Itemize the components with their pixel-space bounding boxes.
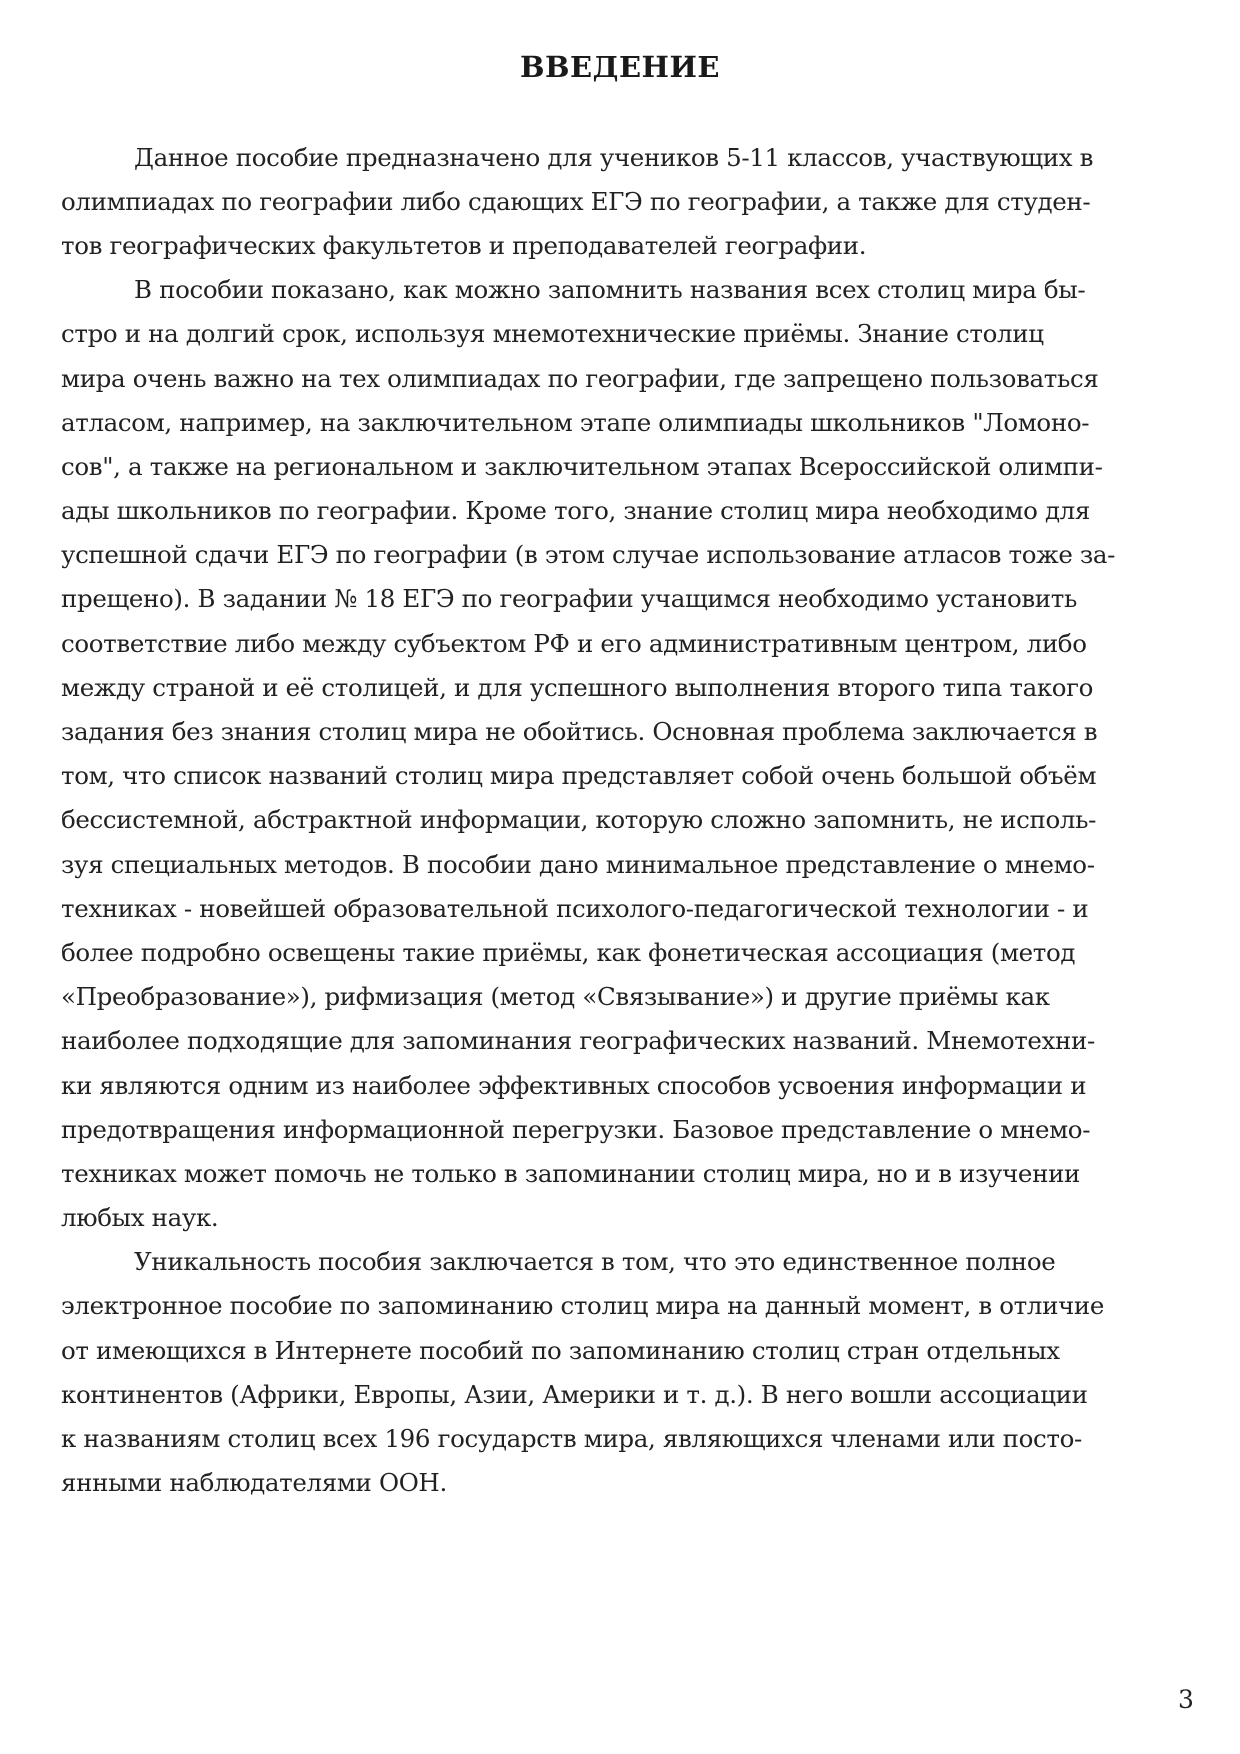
- text-line: от имеющихся в Интернете пособий по запоминанию столиц стран отдельных: [61, 1336, 1060, 1365]
- text-line: атласом, например, на заключительном этапе олимпиады школьников "Ломоно-: [61, 408, 1090, 437]
- text-line: сов", а также на региональном и заключительном этапах Всероссийской олимпи-: [61, 452, 1103, 481]
- text-line: зуя специальных методов. В пособии дано минимальное представление о мнемо-: [61, 850, 1095, 879]
- text-line: наиболее подходящие для запоминания географических названий. Мнемотехни-: [61, 1026, 1095, 1055]
- page-number: 3: [1178, 1685, 1194, 1714]
- text-line: Данное пособие предназначено для учеников 5-11 классов, участвующих в: [134, 143, 1094, 172]
- text-line: тов географических факультетов и преподавателей географии.: [61, 231, 867, 260]
- text-line: ады школьников по географии. Кроме того, знание столиц мира необходимо для: [61, 496, 1091, 525]
- text-line: В пособии показано, как можно запомнить названия всех столиц мира бы-: [134, 275, 1086, 304]
- text-line: техниках - новейшей образовательной психолого-педагогической технологии - и: [61, 894, 1089, 923]
- text-line: мира очень важно на тех олимпиадах по географии, где запрещено пользоваться: [61, 364, 1099, 393]
- text-line: стро и на долгий срок, используя мнемотехнические приёмы. Знание столиц: [61, 319, 1044, 348]
- text-line: предотвращения информационной перегрузки. Базовое представление о мнемо-: [61, 1115, 1091, 1144]
- text-line: янными наблюдателями ООН.: [61, 1468, 447, 1497]
- text-line: Уникальность пособия заключается в том, что это единственное полное: [134, 1247, 1056, 1276]
- text-line: континентов (Африки, Европы, Азии, Америки и т. д.). В него вошли ассоциации: [61, 1380, 1088, 1409]
- text-line: задания без знания столиц мира не обойтись. Основная проблема заключается в: [61, 717, 1098, 746]
- text-line: техниках может помочь не только в запоминании столиц мира, но и в изучении: [61, 1159, 1081, 1188]
- text-line: том, что список названий столиц мира представляет собой очень большой объём: [61, 761, 1097, 790]
- text-line: «Преобразование»), рифмизация (метод «Связывание») и другие приёмы как: [61, 982, 1050, 1011]
- text-line: к названиям столиц всех 196 государств мира, являющихся членами или посто-: [61, 1424, 1082, 1453]
- text-line: более подробно освещены такие приёмы, как фонетическая ассоциация (метод: [61, 938, 1076, 967]
- text-line: прещено). В задании № 18 ЕГЭ по географии учащимся необходимо установить: [61, 584, 1077, 613]
- text-line: олимпиадах по географии либо сдающих ЕГЭ по географии, а также для студен-: [61, 187, 1091, 216]
- text-line: между страной и её столицей, и для успешного выполнения второго типа такого: [61, 673, 1094, 702]
- text-line: бессистемной, абстрактной информации, которую сложно запомнить, не исполь-: [61, 805, 1097, 834]
- text-line: успешной сдачи ЕГЭ по географии (в этом случае использование атласов тоже за-: [61, 540, 1116, 569]
- page-title: ВВЕДЕНИЕ: [520, 50, 720, 84]
- text-line: электронное пособие по запоминанию столиц мира на данный момент, в отличие: [61, 1291, 1105, 1320]
- text-line: ки являются одним из наиболее эффективных способов усвоения информации и: [61, 1071, 1087, 1100]
- text-line: любых наук.: [61, 1203, 219, 1232]
- text-line: соответствие либо между субъектом РФ и его административным центром, либо: [61, 629, 1087, 658]
